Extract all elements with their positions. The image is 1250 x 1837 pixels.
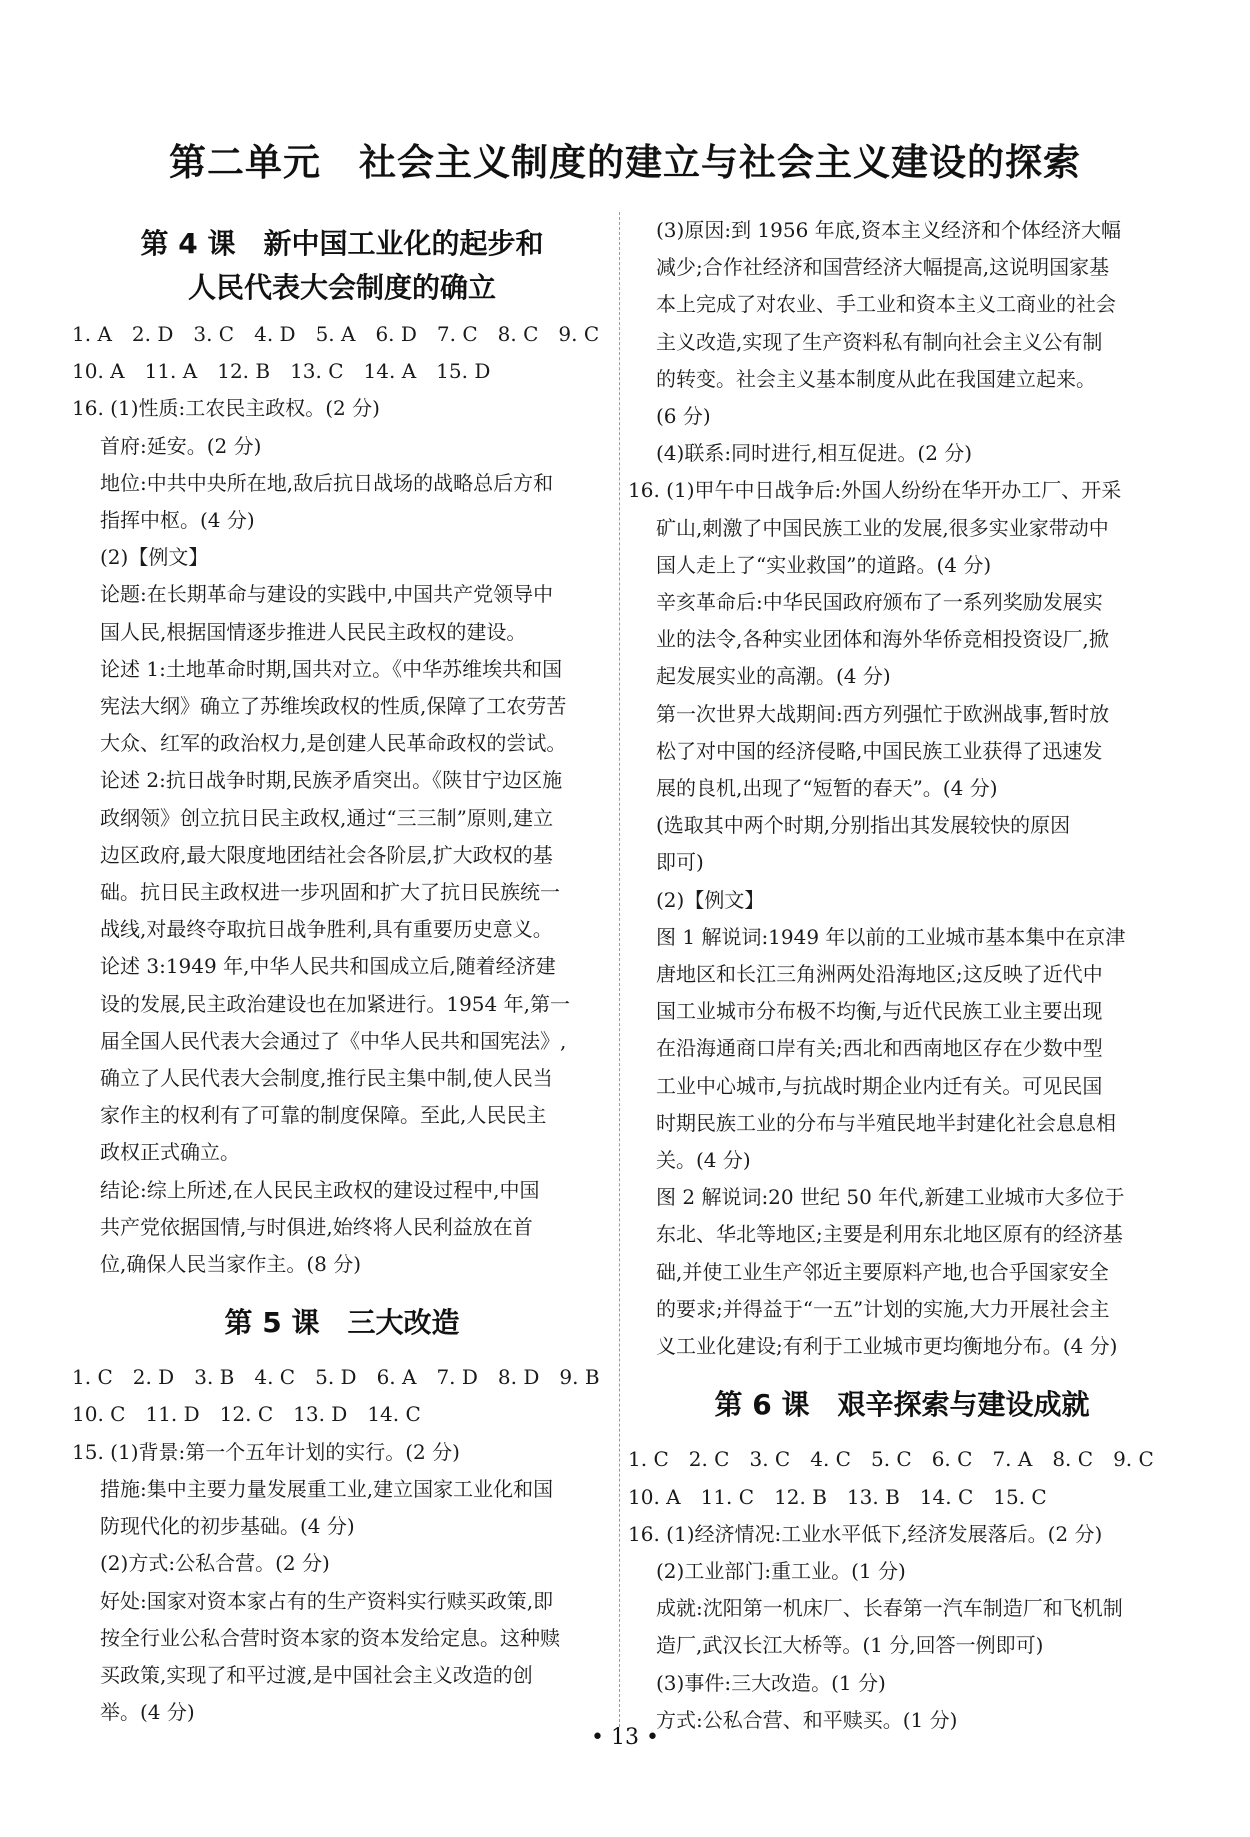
- page-number: • 13 •: [591, 1725, 659, 1750]
- answer-line: 造厂,武汉长江大桥等。(1 分,回答一例即可): [656, 1633, 1044, 1658]
- answer-line: 图 2 解说词:20 世纪 50 年代,新建工业城市大多位于: [656, 1185, 1125, 1210]
- lesson-4-title-line-1: 第 4 课 新中国工业化的起步和: [140, 227, 544, 260]
- answer-line: 16. (1)甲午中日战争后:外国人纷纷在华开办工厂、开采: [628, 478, 1122, 503]
- answer-line: 10. A 11. C 12. B 13. B 14. C 15. C: [628, 1484, 1047, 1509]
- answer-line: 位,确保人民当家作主。(8 分): [100, 1252, 362, 1277]
- answer-line: 届全国人民代表大会通过了《中华人民共和国宪法》,: [100, 1028, 567, 1053]
- answer-line: 展的良机,出现了“短暂的春天”。(4 分): [656, 776, 998, 801]
- answer-line: 义工业化建设;有利于工业城市更均衡地分布。(4 分): [656, 1334, 1118, 1359]
- answer-line: 边区政府,最大限度地团结社会各阶层,扩大政权的基: [100, 842, 553, 867]
- answer-line: 松了对中国的经济侵略,中国民族工业获得了迅速发: [656, 738, 1103, 763]
- answer-line: 结论:综上所述,在人民民主政权的建设过程中,中国: [100, 1177, 540, 1202]
- answer-line: 1. C 2. D 3. B 4. C 5. D 6. A 7. D 8. D 9. B: [72, 1365, 600, 1390]
- answer-line: 主义改造,实现了生产资料私有制向社会主义公有制: [656, 329, 1103, 354]
- lesson-4-answers: [72, 316, 612, 1283]
- lesson-6-answers: [628, 1441, 1176, 1739]
- answer-line: 论述 3:1949 年,中华人民共和国成立后,随着经济建: [100, 954, 556, 979]
- right-column: [628, 212, 1176, 1739]
- answer-line: 措施:集中主要力量发展重工业,建立国家工业化和国: [100, 1476, 554, 1501]
- left-column: [72, 212, 612, 1731]
- answer-line: 好处:国家对资本家占有的生产资料实行赎买政策,即: [100, 1588, 554, 1613]
- answer-line: 减少;合作社经济和国营经济大幅提高,这说明国家基: [656, 255, 1110, 280]
- answer-line: 业的法令,各种实业团体和海外华侨竞相投资设厂,掀: [656, 627, 1109, 652]
- answer-line: (2)【例文】: [100, 545, 209, 570]
- answer-line: 矿山,刺激了中国民族工业的发展,很多实业家带动中: [656, 515, 1109, 540]
- answer-line: 东北、华北等地区;主要是利用东北地区原有的经济基: [656, 1222, 1123, 1247]
- answer-line: 地位:中共中央所在地,敌后抗日战场的战略总后方和: [100, 470, 554, 495]
- answer-line: (4)联系:同时进行,相互促进。(2 分): [656, 441, 973, 466]
- answer-line: 大众、红军的政治权力,是创建人民革命政权的尝试。: [100, 731, 567, 756]
- answer-line: 论题:在长期革命与建设的实践中,中国共产党领导中: [100, 582, 554, 607]
- answer-line: 买政策,实现了和平过渡,是中国社会主义改造的创: [100, 1662, 533, 1687]
- answer-line: 战线,对最终夺取抗日战争胜利,具有重要历史意义。: [100, 917, 553, 942]
- answer-line: 设的发展,民主政治建设也在加紧进行。1954 年,第一: [100, 991, 570, 1016]
- answer-line: 首府:延安。(2 分): [100, 433, 262, 458]
- answer-line: 国工业城市分布极不均衡,与近代民族工业主要出现: [656, 999, 1103, 1024]
- answer-line: 论述 2:抗日战争时期,民族矛盾突出。《陕甘宁边区施: [100, 768, 563, 793]
- lesson-6-title: 第 6 课 艰辛探索与建设成就: [714, 1388, 1090, 1422]
- answer-line: 10. A 11. A 12. B 13. C 14. A 15. D: [72, 359, 491, 384]
- answer-line: 成就:沈阳第一机床厂、长春第一汽车制造厂和飞机制: [656, 1596, 1123, 1621]
- answer-line: 本上完成了对农业、手工业和资本主义工商业的社会: [656, 292, 1116, 317]
- answer-line: 工业中心城市,与抗战时期企业内迁有关。可见民国: [656, 1073, 1103, 1098]
- answer-line: 确立了人民代表大会制度,推行民主集中制,使人民当: [100, 1066, 553, 1091]
- lesson-4-title-line-2: 人民代表大会制度的确立: [187, 271, 496, 304]
- answer-line: 础。抗日民主政权进一步巩固和扩大了抗日民族统一: [100, 880, 560, 905]
- answer-line: 唐地区和长江三角洲两处沿海地区;这反映了近代中: [656, 962, 1103, 987]
- answer-line: (2)工业部门:重工业。(1 分): [656, 1558, 906, 1583]
- answer-line: 政纲领》创立抗日民主政权,通过“三三制”原则,建立: [100, 805, 554, 830]
- answer-line: (6 分): [656, 404, 711, 429]
- lesson-5-answers-continued: [628, 212, 1176, 1365]
- answer-line: 第一次世界大战期间:西方列强忙于欧洲战事,暂时放: [656, 701, 1110, 726]
- answer-line: 按全行业公私合营时资本家的资本发给定息。这种赎: [100, 1625, 560, 1650]
- answer-line: 16. (1)性质:工农民主政权。(2 分): [72, 396, 380, 421]
- answer-line: 1. A 2. D 3. C 4. D 5. A 6. D 7. C 8. C 9. C: [72, 322, 600, 346]
- answer-line: 共产党依据国情,与时俱进,始终将人民利益放在首: [100, 1214, 533, 1239]
- answer-line: 宪法大纲》确立了苏维埃政权的性质,保障了工农劳苦: [100, 694, 567, 719]
- lesson-5-title: 第 5 课 三大改造: [224, 1306, 460, 1340]
- answer-line: 的转变。社会主义基本制度从此在我国建立起来。: [656, 366, 1096, 391]
- answer-line: 础,并使工业生产邻近主要原料产地,也合乎国家安全: [656, 1259, 1109, 1284]
- answer-line: 在沿海通商口岸有关;西北和西南地区存在少数中型: [656, 1036, 1103, 1061]
- answer-line: (3)事件:三大改造。(1 分): [656, 1670, 886, 1695]
- lesson-5-answers: [72, 1359, 612, 1731]
- answer-line: (3)原因:到 1956 年底,资本主义经济和个体经济大幅: [656, 218, 1122, 242]
- answer-line: 15. (1)背景:第一个五年计划的实行。(2 分): [72, 1439, 460, 1464]
- answer-line: 论述 1:土地革命时期,国共对立。《中华苏维埃共和国: [100, 656, 563, 681]
- answer-line: 国人走上了“实业救国”的道路。(4 分): [656, 552, 992, 577]
- lesson-4-title: [72, 222, 612, 310]
- answer-line: 防现代化的初步基础。(4 分): [100, 1514, 355, 1539]
- answer-line: 关。(4 分): [656, 1148, 751, 1173]
- answer-line: 国人民,根据国情逐步推进人民民主政权的建设。: [100, 619, 527, 644]
- answer-line: 起发展实业的高潮。(4 分): [656, 664, 891, 689]
- answer-line: 指挥中枢。(4 分): [100, 508, 255, 533]
- answer-line: 图 1 解说词:1949 年以前的工业城市基本集中在京津: [656, 924, 1126, 949]
- answer-line: 辛亥革命后:中华民国政府颁布了一系列奖励发展实: [656, 590, 1103, 615]
- answer-line: 政权正式确立。: [100, 1140, 240, 1165]
- answer-line: (2)【例文】: [656, 887, 765, 912]
- answer-line: (选取其中两个时期,分别指出其发展较快的原因: [656, 813, 1071, 838]
- answer-line: 时期民族工业的分布与半殖民地半封建化社会息息相: [656, 1110, 1116, 1135]
- answer-line: (2)方式:公私合营。(2 分): [100, 1551, 330, 1576]
- answer-line: 方式:公私合营、和平赎买。(1 分): [656, 1707, 958, 1732]
- answer-line: 的要求;并得益于“一五”计划的实施,大力开展社会主: [656, 1296, 1110, 1321]
- answer-line: 16. (1)经济情况:工业水平低下,经济发展落后。(2 分): [628, 1521, 1103, 1546]
- answer-line: 举。(4 分): [100, 1700, 195, 1725]
- answer-line: 10. C 11. D 12. C 13. D 14. C: [72, 1402, 421, 1427]
- answer-line: 即可): [656, 850, 704, 875]
- answer-line: 家作主的权利有了可靠的制度保障。至此,人民民主: [100, 1103, 547, 1128]
- answer-line: 1. C 2. C 3. C 4. C 5. C 6. C 7. A 8. C 9. C: [628, 1447, 1154, 1472]
- column-divider: [619, 212, 620, 1727]
- unit-title: 第二单元 社会主义制度的建立与社会主义建设的探索: [169, 141, 1081, 184]
